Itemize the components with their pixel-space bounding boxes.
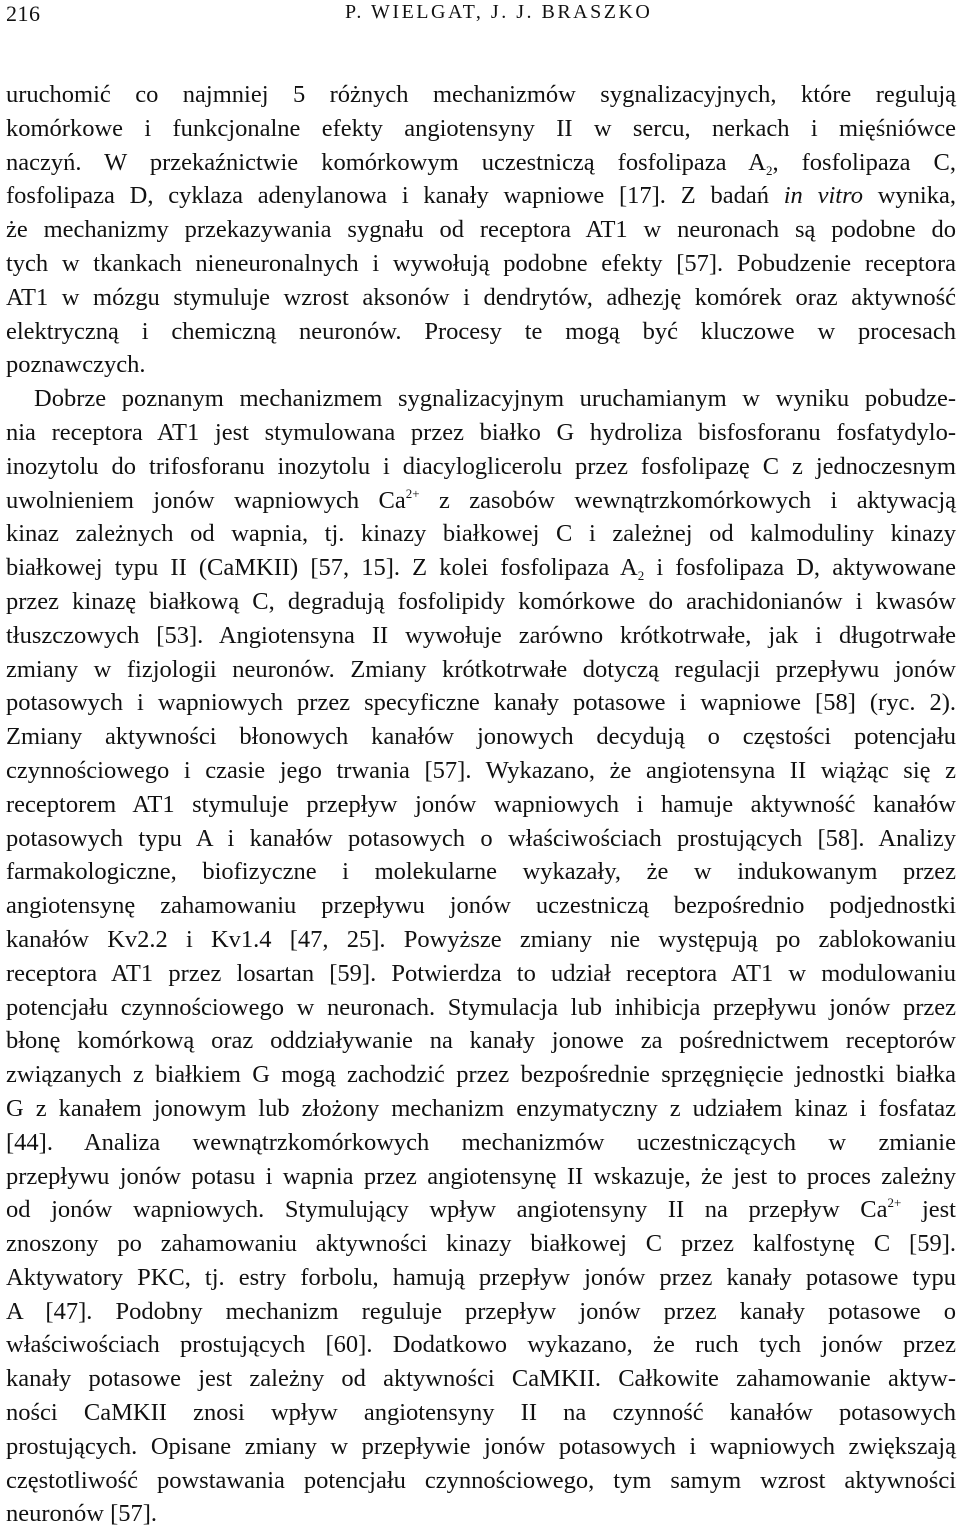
page-header (0, 0, 960, 36)
text-line: G z kanałem jonowym lub złożony mechanizm enzymatyczny z udziałem kinaz i fosfataz (6, 1094, 956, 1122)
text-line (6, 1193, 956, 1227)
superscript: 2+ (887, 1195, 902, 1211)
text-line: elektryczną i chemiczną neuronów. Procesy te mogą być kluczowe w procesach (6, 317, 956, 345)
text-line: kanały potasowe jest zależny od aktywności CaMKII. Całkowite zahamowanie aktyw- (6, 1365, 956, 1393)
text-line: błonę komórkową oraz oddziaływanie na kanały jonowe za pośrednictwem receptorów (6, 1027, 956, 1055)
text-line: neuronów [57]. (6, 1500, 158, 1528)
text-line: ności CaMKII znosi wpływ angiotensyny II na czynność kanałów potasowych (6, 1399, 956, 1427)
subscript: 2 (765, 162, 773, 178)
superscript: 2+ (405, 485, 420, 501)
text-segment: wynika, (862, 182, 956, 210)
text-line: angiotensynę zahamowaniu przepływu jonów uczestniczą bezpośrednio podjednostki (6, 892, 956, 920)
text-segment: jest (901, 1196, 956, 1224)
text-line: tych w tkankach nieneuronalnych i wywołują podobne efekty [57]. Pobudzenie receptora (6, 249, 956, 277)
text-line (6, 551, 956, 585)
text-line: potasowych i wapniowych przez specyficzne kanały potasowe i wapniowe [58] (ryc. 2). (6, 689, 956, 717)
text-line: znoszony po zahamowaniu aktywności kinazy białkowej C przez kalfostynę C [59]. (6, 1230, 956, 1258)
text-line: kinaz zależnych od wapnia, tj. kinazy białkowej C i zależnej od kalmoduliny kinazy (6, 520, 956, 548)
text-line: AT1 w mózgu stymuluje wzrost aksonów i dendrytów, adhezję komórek oraz aktywność (6, 283, 956, 311)
text-line: prostujących. Opisane zmiany w przepływie jonów potasowych i wapniowych zwiększają (6, 1432, 956, 1460)
text-line: inozytolu do trifosforanu inozytolu i diacyloglicerolu przez fosfolipazę C z jednoczesnym (6, 452, 956, 480)
text-line: czynnościowego i czasie jego trwania [57]. Wykazano, że angiotensyna II wiążąc się z (6, 756, 956, 784)
text-segment: od jonów wapniowych. Stymulujący wpływ angiotensyny II na przepływ Ca (6, 1196, 888, 1224)
text-segment: z zasobów wewnątrzkomórkowych i aktywacją (419, 486, 957, 514)
text-line: uruchomić co najmniej 5 różnych mechanizmów sygnalizacyjnych, które regulują (6, 81, 956, 108)
text-line: potencjału czynnościowego w neuronach. Stymulacja lub inhibicja przepływu jonów przez (6, 993, 956, 1021)
text-segment: fosfolipaza D, cyklaza adenylanowa i kanały wapniowe [17]. (6, 182, 666, 210)
text-line: że mechanizmy przekazywania sygnału od receptora AT1 w neuronach są podobne do (6, 216, 956, 244)
page-number: 216 (6, 1, 41, 26)
body-text (6, 78, 956, 1531)
text-line: Aktywatory PKC, tj. estry forbolu, hamują przepływ jonów przez kanały potasowe typu (6, 1263, 956, 1291)
text-line: komórkowe i funkcjonalne efekty angiotensyny II w sercu, nerkach i mięśniówce (6, 114, 956, 142)
text-line: receptorem AT1 stymuluje przepływ jonów wapniowych i hamuje aktywność kanałów (6, 790, 956, 818)
text-line: poznawczych. (6, 351, 146, 379)
text-segment: białkowej typu II (CaMKII) [57, 15]. Z kolei fosfolipaza A (6, 554, 638, 582)
text-line: przez kinazę białkową C, degradują fosfolipidy komórkowe do arachidonianów i kwasów (6, 587, 956, 615)
text-line: [44]. Analiza wewnątrzkomórkowych mechanizmów uczestniczących w zmianie (6, 1128, 956, 1156)
text-line: związanych z białkiem G mogą zachodzić przez bezpośrednie sprzęgnięcie jednostki białka (6, 1061, 956, 1089)
text-line: właściwościach prostujących [60]. Dodatkowo wykazano, że ruch tych jonów przez (6, 1331, 956, 1359)
text-segment: , fosfolipaza C, (772, 148, 956, 176)
text-line: Zmiany aktywności błonowych kanałów jonowych decydują o częstości potencjału (6, 723, 956, 751)
text-line: nia receptora AT1 jest stymulowana przez białko G hydroliza bisfosforanu fosfatydylo- (6, 418, 956, 446)
text-line: potasowych typu A i kanałów potasowych o właściwościach prostujących [58]. Analizy (6, 824, 956, 852)
running-head: P. WIELGAT, J. J. BRASZKO (345, 1, 653, 23)
text-line (6, 179, 956, 213)
text-line: kanałów Kv2.2 i Kv1.4 [47, 25]. Powyższe zmiany nie występują po zablokowaniu (6, 925, 956, 953)
text-line: częstotliwość powstawania potencjału czynnościowego, tym samym wzrost aktywności (6, 1466, 956, 1494)
text-line: tłuszczowych [53]. Angiotensyna II wywołuje zarówno krótkotrwałe, jak i długotrwałe (6, 621, 956, 649)
text-line: zmiany w fizjologii neuronów. Zmiany krótkotrwałe dotyczą regulacji przepływu jonów (6, 655, 956, 683)
text-line (6, 146, 956, 180)
italic-term: in vitro (783, 182, 863, 210)
text-segment: i fosfolipaza D, aktywowane (644, 554, 957, 582)
text-line: Dobrze poznanym mechanizmem sygnalizacyjnym uruchamianym w wyniku pobudze- (34, 385, 956, 413)
subscript: 2 (637, 568, 645, 584)
text-segment: uwolnieniem jonów wapniowych Ca (6, 486, 406, 514)
text-line: farmakologiczne, biofizyczne i molekularne wykazały, że w indukowanym przez (6, 858, 956, 886)
text-line: przepływu jonów potasu i wapnia przez angiotensynę II wskazuje, że jest to proces zależny (6, 1162, 956, 1190)
text-line: receptora AT1 przez losartan [59]. Potwierdza to udział receptora AT1 w modulowaniu (6, 959, 956, 987)
text-line (6, 484, 956, 518)
text-segment: Z badań (665, 182, 784, 210)
text-line: A [47]. Podobny mechanizm reguluje przepływ jonów przez kanały potasowe o (6, 1297, 956, 1325)
text-segment: naczyń. W przekaźnictwie komórkowym uczestniczą fosfolipaza A (6, 148, 766, 176)
